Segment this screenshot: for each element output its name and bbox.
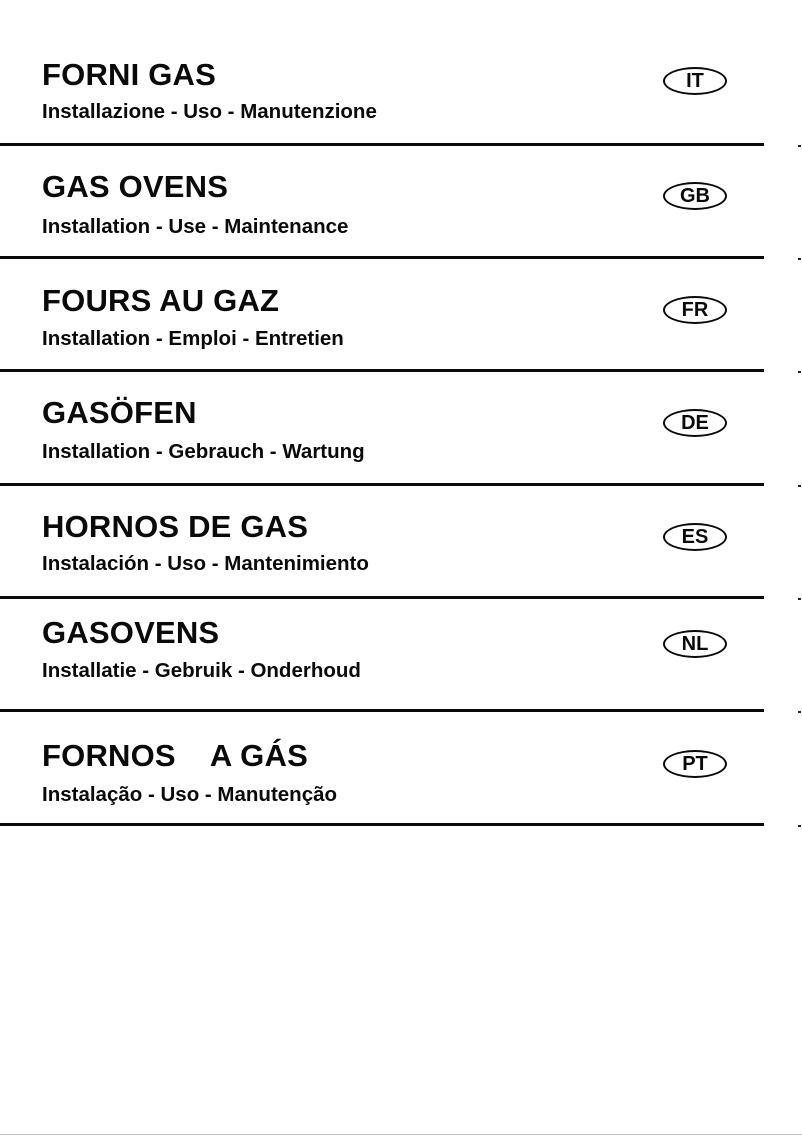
section-title-nl: GASOVENS <box>42 615 220 650</box>
section-subtitle-it: Installazione - Uso - Manutenzione <box>42 100 377 123</box>
section-title-pt: FORNOS A GÁS <box>42 738 308 773</box>
section-title-de: GASÖFEN <box>42 395 197 430</box>
section-divider <box>0 143 764 146</box>
edge-tick <box>798 711 801 713</box>
section-subtitle-fr: Installation - Emploi - Entretien <box>42 327 344 350</box>
section-title-fr: FOURS AU GAZ <box>42 283 280 318</box>
edge-tick <box>798 145 801 147</box>
page-bottom-border <box>0 1134 802 1135</box>
edge-tick <box>798 598 801 600</box>
section-subtitle-es: Instalación - Uso - Mantenimiento <box>42 552 369 575</box>
language-badge-gb: GB <box>663 182 727 210</box>
language-badge-it: IT <box>663 67 727 95</box>
language-badge-pt: PT <box>663 750 727 778</box>
section-divider <box>0 823 764 826</box>
language-badge-de: DE <box>663 409 727 437</box>
edge-tick <box>798 485 801 487</box>
language-badge-es: ES <box>663 523 727 551</box>
section-title-it: FORNI GAS <box>42 57 217 92</box>
language-badge-fr: FR <box>663 296 727 324</box>
section-subtitle-pt: Instalação - Uso - Manutenção <box>42 783 338 806</box>
edge-tick <box>798 371 801 373</box>
edge-tick <box>798 258 801 260</box>
section-subtitle-de: Installation - Gebrauch - Wartung <box>42 440 365 463</box>
language-badge-nl: NL <box>663 630 727 658</box>
section-divider <box>0 596 764 599</box>
section-subtitle-gb: Installation - Use - Maintenance <box>42 215 349 238</box>
section-divider <box>0 709 764 712</box>
section-title-es: HORNOS DE GAS <box>42 509 309 544</box>
section-subtitle-nl: Installatie - Gebruik - Onderhoud <box>42 659 361 682</box>
section-title-gb: GAS OVENS <box>42 169 229 204</box>
section-divider <box>0 256 764 259</box>
section-divider <box>0 369 764 372</box>
section-divider <box>0 483 764 486</box>
edge-tick <box>798 825 801 827</box>
